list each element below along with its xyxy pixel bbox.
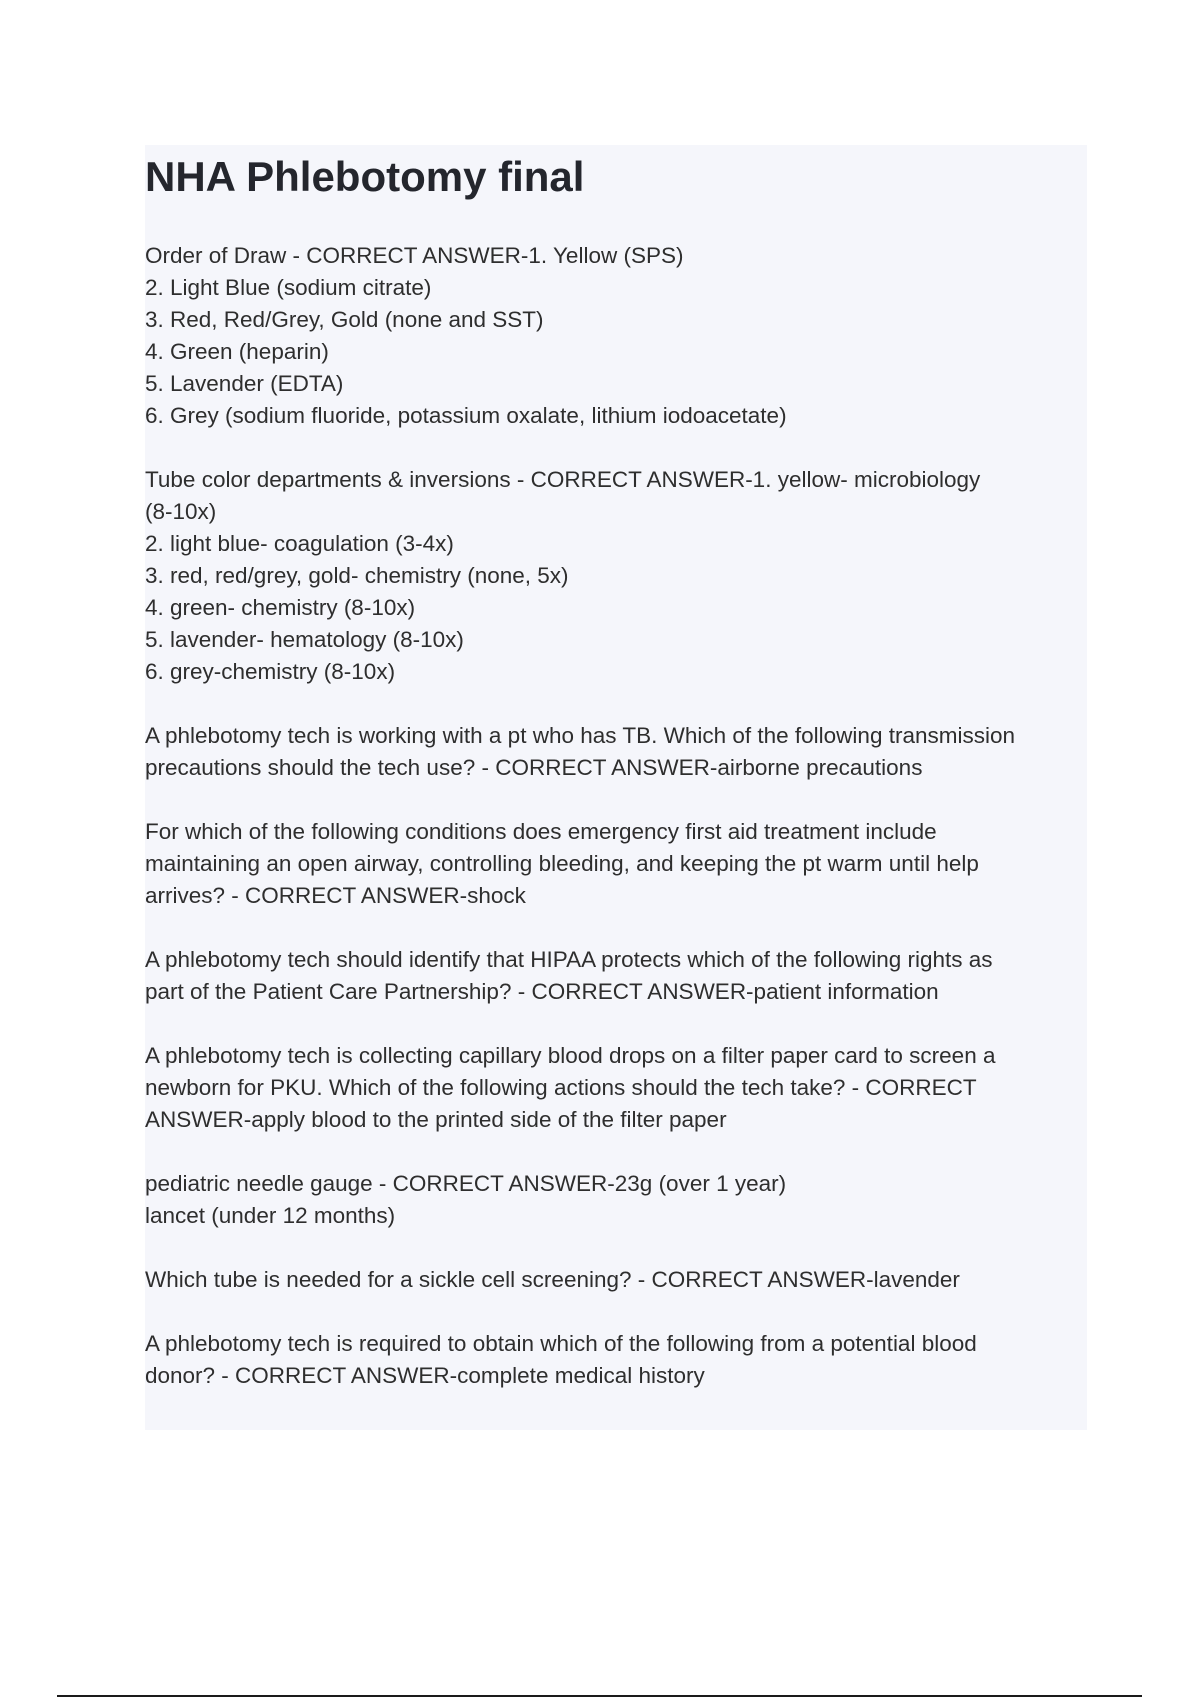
entry-line: 2. light blue- coagulation (3-4x) <box>145 531 454 556</box>
entry-line: A phlebotomy tech is required to obtain which of the following from a potential blood <box>145 1331 977 1356</box>
entry-line: A phlebotomy tech is working with a pt who has TB. Which of the following transmission <box>145 723 1015 748</box>
entry-line: newborn for PKU. Which of the following actions should the tech take? - CORRECT <box>145 1075 977 1100</box>
entry-line: ANSWER-apply blood to the printed side of the filter paper <box>145 1107 727 1132</box>
entry-line: 6. Grey (sodium fluoride, potassium oxalate, lithium iodoacetate) <box>145 403 787 428</box>
entry-line: Which tube is needed for a sickle cell screening? - CORRECT ANSWER-lavender <box>145 1267 960 1292</box>
qa-entry <box>145 720 1085 784</box>
qa-entry <box>145 944 1085 1008</box>
footer-divider <box>57 1695 1142 1697</box>
qa-entries <box>145 240 1085 1424</box>
entry-line: 2. Light Blue (sodium citrate) <box>145 275 432 300</box>
entry-line: maintaining an open airway, controlling bleeding, and keeping the pt warm until help <box>145 851 979 876</box>
entry-line: (8-10x) <box>145 499 217 524</box>
qa-entry <box>145 464 1085 688</box>
entry-line: 3. red, red/grey, gold- chemistry (none, 5x) <box>145 563 569 588</box>
entry-line: 3. Red, Red/Grey, Gold (none and SST) <box>145 307 544 332</box>
qa-entry <box>145 816 1085 912</box>
entry-line: 6. grey-chemistry (8-10x) <box>145 659 396 684</box>
qa-entry <box>145 1168 1085 1232</box>
entry-line: donor? - CORRECT ANSWER-complete medical history <box>145 1363 705 1388</box>
qa-entry <box>145 1264 1085 1296</box>
entry-line: arrives? - CORRECT ANSWER-shock <box>145 883 526 908</box>
qa-entry <box>145 1328 1085 1392</box>
content-block <box>145 145 1087 1430</box>
entry-line: 4. Green (heparin) <box>145 339 329 364</box>
entry-line: precautions should the tech use? - CORRECT ANSWER-airborne precautions <box>145 755 923 780</box>
qa-entry <box>145 1040 1085 1136</box>
entry-line: pediatric needle gauge - CORRECT ANSWER-23g (over 1 year) <box>145 1171 787 1196</box>
entry-line: A phlebotomy tech is collecting capillary blood drops on a filter paper card to screen a <box>145 1043 996 1068</box>
entry-line: For which of the following conditions does emergency first aid treatment include <box>145 819 937 844</box>
entry-line: A phlebotomy tech should identify that HIPAA protects which of the following rights as <box>145 947 993 972</box>
entry-line: 4. green- chemistry (8-10x) <box>145 595 416 620</box>
entry-line: Order of Draw - CORRECT ANSWER-1. Yellow (SPS) <box>145 243 684 268</box>
entry-line: 5. lavender- hematology (8-10x) <box>145 627 464 652</box>
entry-line: 5. Lavender (EDTA) <box>145 371 344 396</box>
entry-line: lancet (under 12 months) <box>145 1203 396 1228</box>
qa-entry <box>145 240 1085 432</box>
entry-line: part of the Patient Care Partnership? - CORRECT ANSWER-patient information <box>145 979 939 1004</box>
document-title: NHA Phlebotomy final <box>145 153 585 200</box>
entry-line: Tube color departments & inversions - CORRECT ANSWER-1. yellow- microbiology <box>145 467 981 492</box>
